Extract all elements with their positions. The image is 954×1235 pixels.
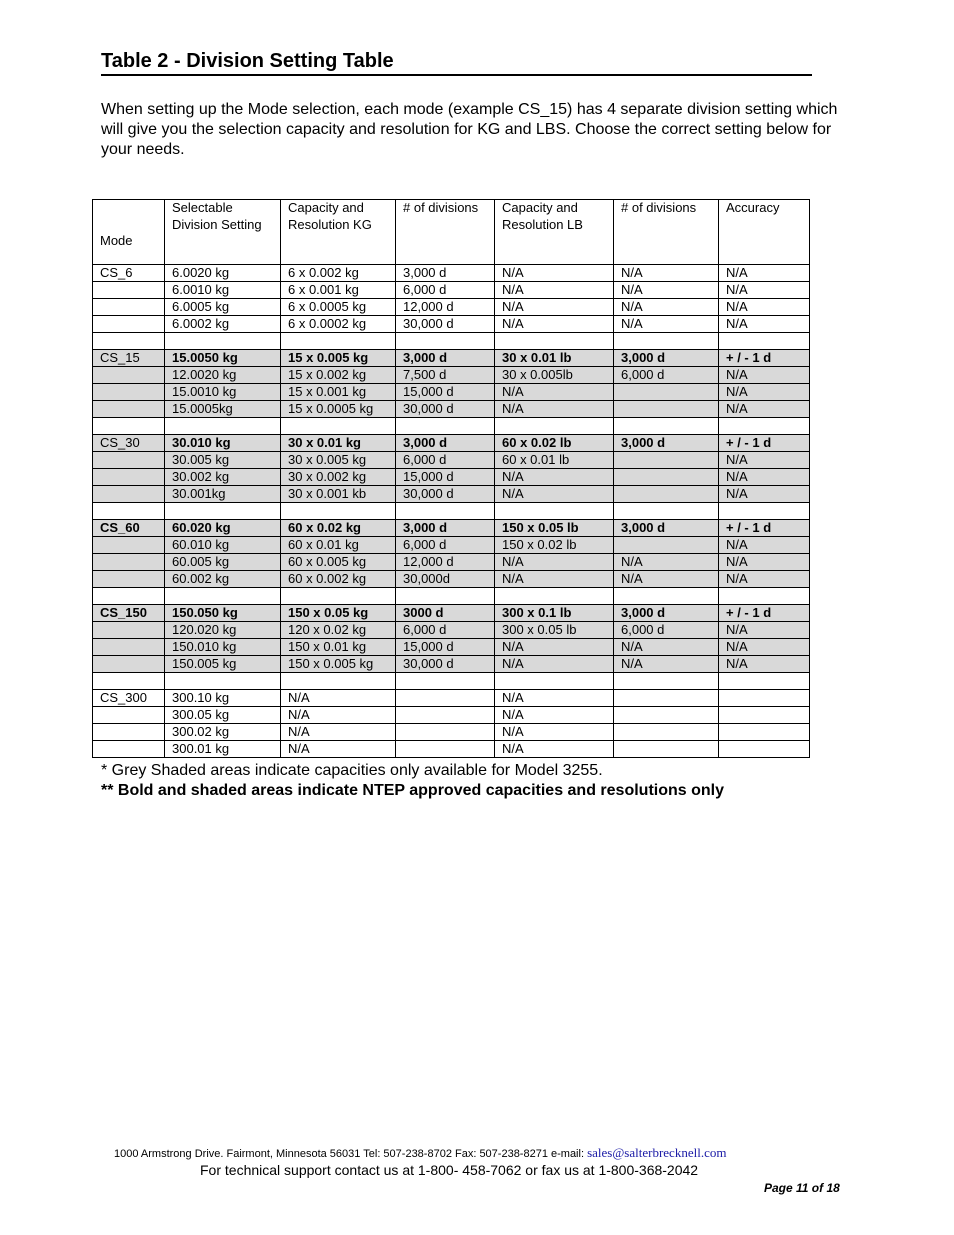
table-row	[93, 486, 810, 503]
division-setting-table	[92, 199, 810, 758]
table-cell	[396, 741, 495, 758]
table-cell: 15.0050 kg	[165, 350, 281, 367]
table-cell	[396, 707, 495, 724]
table-cell: 120 x 0.02 kg	[281, 622, 396, 639]
intro-paragraph: When setting up the Mode selection, each mode (example CS_15) has 4 separate division setting which will give you the selection capacity and resolution for KG and LBS. Choose the correct setting below for your needs.	[101, 101, 838, 158]
table-row	[93, 265, 810, 282]
table-cell: 120.020 kg	[165, 622, 281, 639]
table-cell: 30,000d	[396, 571, 495, 588]
table-cell	[614, 673, 719, 690]
table-cell	[614, 401, 719, 418]
table-cell: 300 x 0.1 lb	[495, 605, 614, 622]
table-cell: 15.0005kg	[165, 401, 281, 418]
table-row	[93, 435, 810, 452]
table-spacer-row	[93, 503, 810, 520]
table-cell: 15 x 0.005 kg	[281, 350, 396, 367]
table-cell: 300.10 kg	[165, 690, 281, 707]
table-spacer-row	[93, 333, 810, 350]
table-row	[93, 384, 810, 401]
table-cell: 30,000 d	[396, 656, 495, 673]
mode-cell	[93, 724, 165, 741]
table-cell: N/A	[495, 724, 614, 741]
table-cell: 60 x 0.01 lb	[495, 452, 614, 469]
table-cell	[165, 503, 281, 520]
table-cell: 15,000 d	[396, 469, 495, 486]
table-cell: 60 x 0.02 kg	[281, 520, 396, 537]
table-row	[93, 622, 810, 639]
table-cell: + / - 1 d	[719, 520, 810, 537]
table-cell: 12.0020 kg	[165, 367, 281, 384]
table-cell	[614, 741, 719, 758]
table-cell: 30.002 kg	[165, 469, 281, 486]
table-cell: N/A	[719, 537, 810, 554]
table-spacer-row	[93, 418, 810, 435]
table-cell: N/A	[495, 469, 614, 486]
table-cell: N/A	[719, 299, 810, 316]
table-cell: N/A	[719, 571, 810, 588]
table-cell: N/A	[719, 486, 810, 503]
table-cell: N/A	[495, 690, 614, 707]
table-cell: + / - 1 d	[719, 435, 810, 452]
mode-cell	[93, 384, 165, 401]
table-cell: 3,000 d	[396, 520, 495, 537]
table-cell	[281, 503, 396, 520]
table-cell: N/A	[495, 639, 614, 656]
note-bold-shaded: ** Bold and shaded areas indicate NTEP approved capacities and resolutions only	[101, 782, 724, 799]
header-cell: Capacity and Resolution KG	[281, 200, 396, 265]
table-row	[93, 401, 810, 418]
table-cell: 6,000 d	[614, 622, 719, 639]
table-cell: 12,000 d	[396, 554, 495, 571]
table-cell: 6 x 0.0002 kg	[281, 316, 396, 333]
table-cell: N/A	[281, 741, 396, 758]
table-cell	[614, 588, 719, 605]
mode-cell	[93, 588, 165, 605]
table-row	[93, 299, 810, 316]
table-cell: 6,000 d	[396, 537, 495, 554]
table-cell: 60 x 0.002 kg	[281, 571, 396, 588]
table-cell: 30,000 d	[396, 401, 495, 418]
table-cell	[165, 333, 281, 350]
mode-cell	[93, 554, 165, 571]
mode-cell: CS_15	[93, 350, 165, 367]
table-cell: N/A	[495, 384, 614, 401]
table-cell: 6 x 0.002 kg	[281, 265, 396, 282]
table-cell	[396, 503, 495, 520]
table-cell: 300 x 0.05 lb	[495, 622, 614, 639]
table-cell	[396, 418, 495, 435]
mode-cell	[93, 367, 165, 384]
table-cell	[165, 418, 281, 435]
table-row	[93, 282, 810, 299]
table-cell	[614, 690, 719, 707]
table-cell: 150 x 0.005 kg	[281, 656, 396, 673]
mode-cell	[93, 656, 165, 673]
table-row	[93, 724, 810, 741]
table-cell: 15 x 0.0005 kg	[281, 401, 396, 418]
table-cell	[719, 333, 810, 350]
table-cell: 3,000 d	[614, 520, 719, 537]
table-cell: 6.0020 kg	[165, 265, 281, 282]
table-cell: N/A	[719, 265, 810, 282]
footer-address-text: 1000 Armstrong Drive. Fairmont, Minnesota 56031 Tel: 507-238-8702 Fax: 507-238-8271 e-mail:	[114, 1148, 588, 1160]
table-spacer-row	[93, 588, 810, 605]
table-cell: 15,000 d	[396, 639, 495, 656]
table-cell: 150.005 kg	[165, 656, 281, 673]
table-row	[93, 690, 810, 707]
table-cell: 3000 d	[396, 605, 495, 622]
table-cell: N/A	[719, 401, 810, 418]
header-cell: # of divisions	[396, 200, 495, 265]
table-cell: 6,000 d	[396, 622, 495, 639]
table-cell: N/A	[614, 571, 719, 588]
note-grey-shaded: * Grey Shaded areas indicate capacities only available for Model 3255.	[101, 762, 603, 779]
table-cell: 15 x 0.002 kg	[281, 367, 396, 384]
table-cell	[719, 673, 810, 690]
table-cell: 30 x 0.01 kg	[281, 435, 396, 452]
mode-cell	[93, 486, 165, 503]
table-cell: 30.010 kg	[165, 435, 281, 452]
page-number: Page 11 of 18	[764, 1181, 840, 1195]
table-cell: 6 x 0.001 kg	[281, 282, 396, 299]
table-cell	[281, 418, 396, 435]
table-cell: N/A	[281, 690, 396, 707]
table-spacer-row	[93, 673, 810, 690]
table-cell	[165, 673, 281, 690]
table-cell	[614, 724, 719, 741]
table-cell: N/A	[719, 367, 810, 384]
table-cell	[719, 418, 810, 435]
table-cell: N/A	[719, 639, 810, 656]
table-cell: 3,000 d	[614, 605, 719, 622]
table-cell: N/A	[719, 316, 810, 333]
mode-cell: CS_60	[93, 520, 165, 537]
table-cell: 150.010 kg	[165, 639, 281, 656]
table-cell	[719, 690, 810, 707]
table-cell: 7,500 d	[396, 367, 495, 384]
table-row	[93, 367, 810, 384]
table-cell: N/A	[614, 265, 719, 282]
footer-support: For technical support contact us at 1-800- 458-7062 or fax us at 1-800-368-2042	[200, 1162, 699, 1178]
mode-cell	[93, 639, 165, 656]
table-cell	[281, 588, 396, 605]
table-row	[93, 571, 810, 588]
table-cell: 30 x 0.001 kb	[281, 486, 396, 503]
table-cell	[396, 724, 495, 741]
table-cell: 60 x 0.005 kg	[281, 554, 396, 571]
table-cell: N/A	[719, 554, 810, 571]
mode-cell	[93, 503, 165, 520]
mode-cell	[93, 333, 165, 350]
table-cell: 6,000 d	[396, 282, 495, 299]
table-cell: + / - 1 d	[719, 605, 810, 622]
table-row	[93, 707, 810, 724]
table-cell: N/A	[495, 486, 614, 503]
table-cell: 150 x 0.05 lb	[495, 520, 614, 537]
table-cell: 60.002 kg	[165, 571, 281, 588]
table-cell: 60.005 kg	[165, 554, 281, 571]
table-cell: N/A	[614, 656, 719, 673]
header-cell: Capacity and Resolution LB	[495, 200, 614, 265]
table-cell: 6,000 d	[614, 367, 719, 384]
table-cell	[495, 588, 614, 605]
table-cell: N/A	[281, 707, 396, 724]
table-cell: N/A	[614, 299, 719, 316]
table-cell: N/A	[495, 401, 614, 418]
mode-cell	[93, 707, 165, 724]
table-cell: 15,000 d	[396, 384, 495, 401]
header-cell: Mode	[93, 200, 165, 265]
footer-email-link[interactable]: sales@salterbrecknell.com	[587, 1145, 727, 1160]
mode-cell	[93, 571, 165, 588]
table-cell: N/A	[495, 656, 614, 673]
table-cell	[614, 333, 719, 350]
mode-cell	[93, 469, 165, 486]
table-row	[93, 316, 810, 333]
table-cell	[719, 724, 810, 741]
mode-cell: CS_300	[93, 690, 165, 707]
table-row	[93, 656, 810, 673]
table-cell: N/A	[495, 265, 614, 282]
table-cell: N/A	[495, 741, 614, 758]
table-cell	[396, 690, 495, 707]
table-cell	[614, 707, 719, 724]
table-cell: 3,000 d	[396, 435, 495, 452]
table-cell: 300.05 kg	[165, 707, 281, 724]
table-cell	[719, 707, 810, 724]
table-cell	[281, 333, 396, 350]
table-cell	[396, 333, 495, 350]
table-cell	[719, 588, 810, 605]
table-cell: N/A	[614, 316, 719, 333]
table-cell: N/A	[614, 282, 719, 299]
header-cell: # of divisions	[614, 200, 719, 265]
table-row	[93, 639, 810, 656]
table-row	[93, 469, 810, 486]
mode-cell	[93, 741, 165, 758]
table-cell: N/A	[719, 282, 810, 299]
table-cell	[495, 333, 614, 350]
table-cell: 12,000 d	[396, 299, 495, 316]
table-cell: N/A	[614, 639, 719, 656]
table-cell: 3,000 d	[396, 265, 495, 282]
table-cell	[614, 503, 719, 520]
table-cell: 3,000 d	[614, 350, 719, 367]
table-cell: 30,000 d	[396, 486, 495, 503]
table-cell	[281, 673, 396, 690]
table-cell: 60 x 0.01 kg	[281, 537, 396, 554]
table-cell: N/A	[719, 656, 810, 673]
table-cell	[614, 418, 719, 435]
table-cell: 3,000 d	[396, 350, 495, 367]
table-cell: 300.02 kg	[165, 724, 281, 741]
table-cell: 30 x 0.01 lb	[495, 350, 614, 367]
table-cell: + / - 1 d	[719, 350, 810, 367]
mode-cell: CS_150	[93, 605, 165, 622]
table-cell	[495, 673, 614, 690]
table-cell: 3,000 d	[614, 435, 719, 452]
table-cell: 15 x 0.001 kg	[281, 384, 396, 401]
mode-cell	[93, 418, 165, 435]
table-cell: 60 x 0.02 lb	[495, 435, 614, 452]
table-cell: 30 x 0.002 kg	[281, 469, 396, 486]
table-cell: 30 x 0.005 kg	[281, 452, 396, 469]
table-cell: N/A	[719, 469, 810, 486]
table-row	[93, 350, 810, 367]
table-cell: N/A	[495, 282, 614, 299]
mode-cell	[93, 452, 165, 469]
table-cell	[396, 588, 495, 605]
table-cell: N/A	[719, 384, 810, 401]
table-cell: 150 x 0.05 kg	[281, 605, 396, 622]
table-cell: 6.0010 kg	[165, 282, 281, 299]
table-cell: 6,000 d	[396, 452, 495, 469]
table-cell: N/A	[495, 554, 614, 571]
table-cell	[614, 469, 719, 486]
table-cell: N/A	[495, 707, 614, 724]
table-header-row	[93, 200, 810, 265]
mode-cell	[93, 401, 165, 418]
table-cell: N/A	[719, 452, 810, 469]
footer-address	[114, 1145, 726, 1161]
table-cell	[165, 588, 281, 605]
table-cell	[614, 452, 719, 469]
mode-cell	[93, 673, 165, 690]
table-cell	[719, 741, 810, 758]
table-cell: 300.01 kg	[165, 741, 281, 758]
notes	[101, 761, 724, 801]
table-cell	[495, 418, 614, 435]
table-cell: 30,000 d	[396, 316, 495, 333]
mode-cell: CS_6	[93, 265, 165, 282]
table-cell	[495, 503, 614, 520]
table-cell	[614, 384, 719, 401]
table-cell	[614, 486, 719, 503]
table-cell: 30.005 kg	[165, 452, 281, 469]
table-cell	[614, 537, 719, 554]
table-cell: 30.001kg	[165, 486, 281, 503]
table-cell: N/A	[495, 299, 614, 316]
table-row	[93, 605, 810, 622]
header-cell: Accuracy	[719, 200, 810, 265]
mode-cell	[93, 316, 165, 333]
table-cell: 60.010 kg	[165, 537, 281, 554]
table-cell: 150 x 0.02 lb	[495, 537, 614, 554]
table-cell: N/A	[614, 554, 719, 571]
table-row	[93, 554, 810, 571]
table-row	[93, 452, 810, 469]
table-row	[93, 741, 810, 758]
table-cell: N/A	[495, 571, 614, 588]
mode-cell	[93, 537, 165, 554]
table-cell: N/A	[495, 316, 614, 333]
table-cell: 150.050 kg	[165, 605, 281, 622]
table-cell	[396, 673, 495, 690]
table-cell: 15.0010 kg	[165, 384, 281, 401]
header-cell: Selectable Division Setting	[165, 200, 281, 265]
table-row	[93, 537, 810, 554]
table-cell	[719, 503, 810, 520]
table-cell: N/A	[719, 622, 810, 639]
table-cell: 6 x 0.0005 kg	[281, 299, 396, 316]
table-cell: 6.0002 kg	[165, 316, 281, 333]
table-cell: 60.020 kg	[165, 520, 281, 537]
table-row	[93, 520, 810, 537]
table-cell: 30 x 0.005lb	[495, 367, 614, 384]
mode-cell	[93, 299, 165, 316]
page-title: Table 2 - Division Setting Table	[101, 48, 812, 76]
mode-cell: CS_30	[93, 435, 165, 452]
table-cell: 6.0005 kg	[165, 299, 281, 316]
mode-cell	[93, 622, 165, 639]
table-cell: 150 x 0.01 kg	[281, 639, 396, 656]
mode-cell	[93, 282, 165, 299]
table-cell: N/A	[281, 724, 396, 741]
